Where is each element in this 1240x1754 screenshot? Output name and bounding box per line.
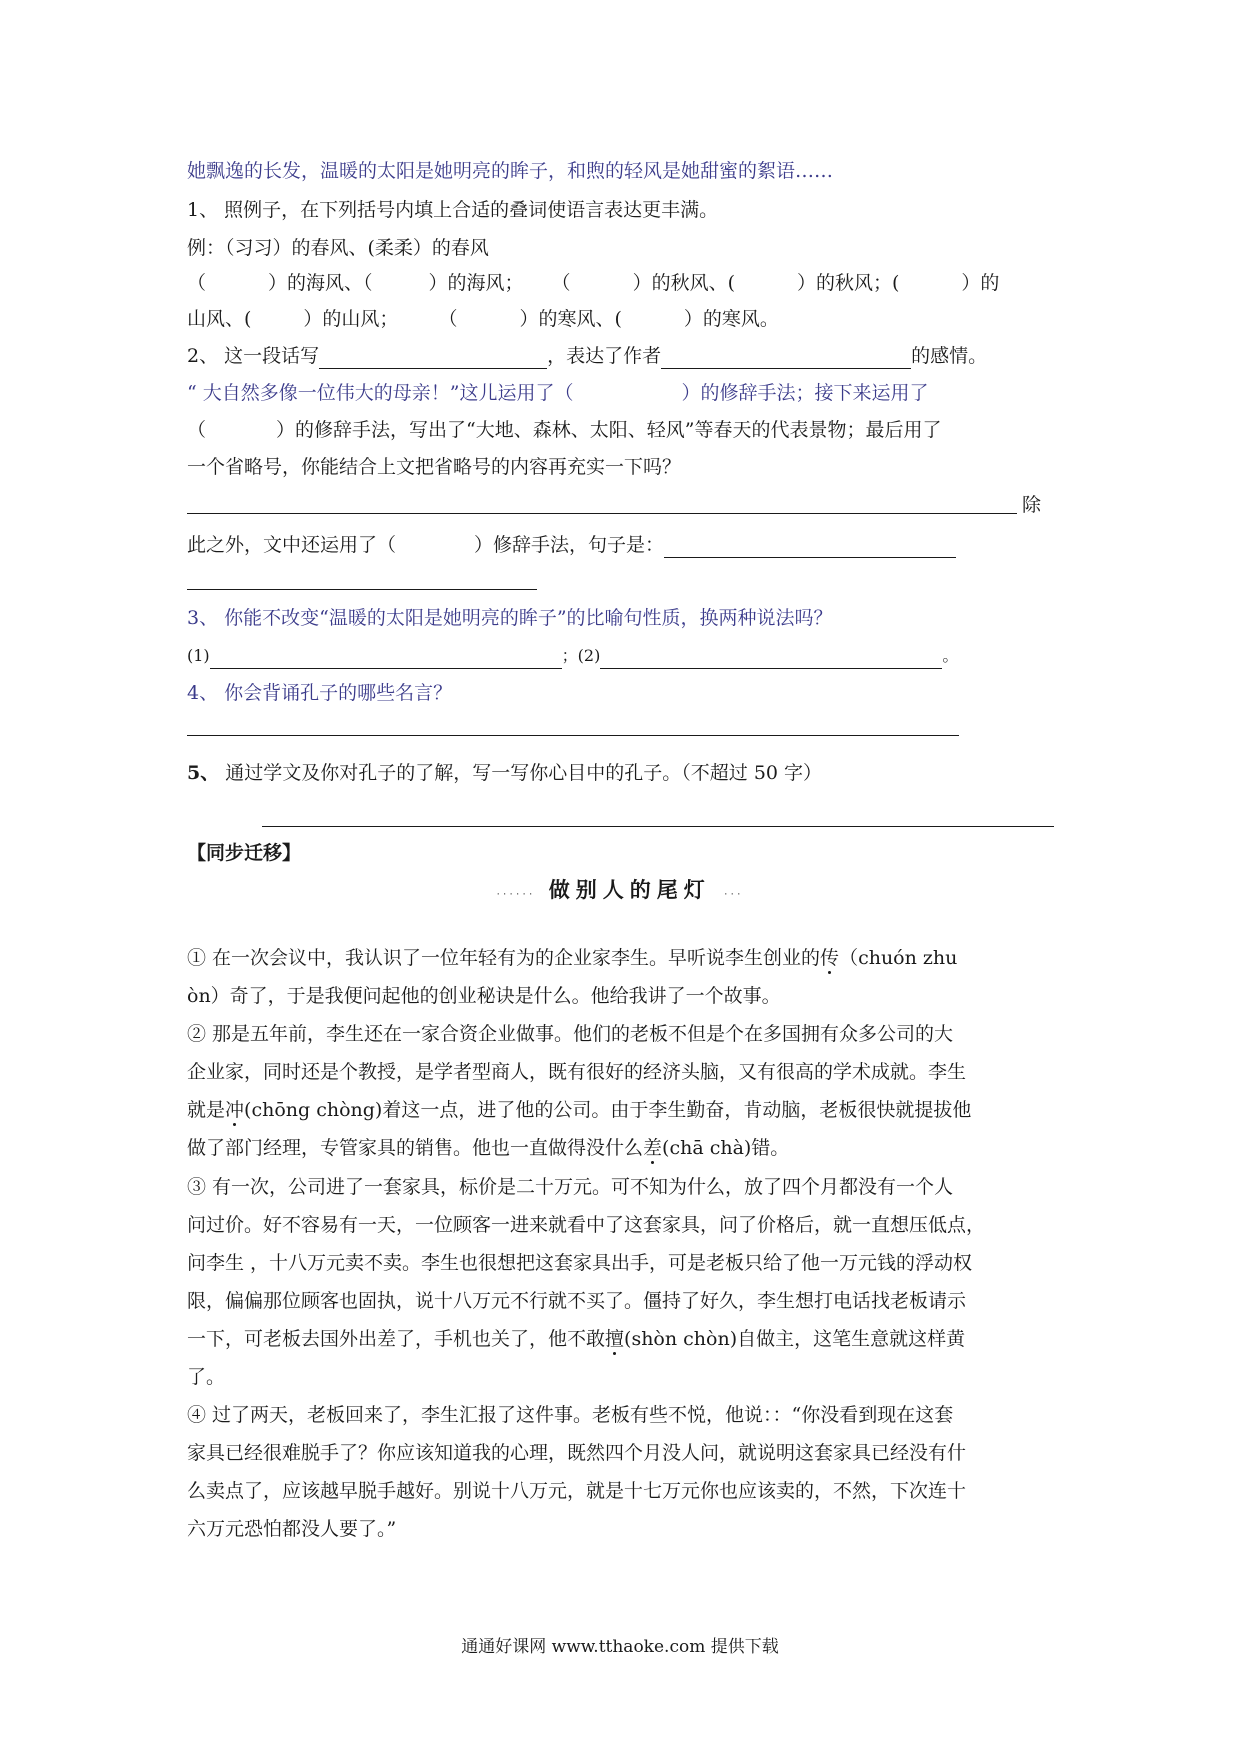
paragraph-3-line-4: 限，偏偏那位顾客也固执，说十八万元不行就不买了。僵持了好久，李生想打电话找老板请示 xyxy=(187,1290,967,1312)
title-text: 做别人的尾灯 xyxy=(548,878,711,902)
title-dots-left: ...... xyxy=(496,884,536,898)
emphasis-char: 传 xyxy=(820,947,840,969)
paragraph-3-line-3: 问李生 ，十八万元卖不卖。李生也很想把这套家具出手，可是老板只给了他一万元钱的浮动权 xyxy=(187,1252,973,1274)
text: （ xyxy=(187,272,207,294)
paragraph-4-line-4: 六万元恐怕都没人要了。” xyxy=(187,1518,397,1540)
text: ；(2) xyxy=(561,646,601,665)
question-2 xyxy=(187,343,987,369)
text: 2、 这一段话写 xyxy=(187,345,320,367)
answer-blank[interactable] xyxy=(664,537,956,558)
text: (chōng chòng)着这一点，进了他的公司。由于李生勤奋，肯动脑，老板很快就提拔他 xyxy=(244,1099,972,1121)
question-2-line-3 xyxy=(187,417,941,443)
text: ）的 xyxy=(961,272,1000,294)
text: 山风、( xyxy=(187,308,252,330)
section-header: 【同步迁移】 xyxy=(187,842,302,864)
question-1-example: 例：（习习）的春风、(柔柔）的春风 xyxy=(187,237,489,259)
intro-line: 她飘逸的长发，温暖的太阳是她明亮的眸子，和煦的轻风是她甜蜜的絮语…… xyxy=(187,160,834,182)
paragraph-2-line-3 xyxy=(187,1097,971,1123)
answer-blank[interactable] xyxy=(661,348,911,369)
question-5 xyxy=(187,760,822,786)
text: (chā chà)错。 xyxy=(662,1137,790,1159)
text: ）的海风、（ xyxy=(268,272,373,294)
paragraph-3-line-6: 了。 xyxy=(187,1366,226,1388)
question-2-line-6 xyxy=(187,532,956,558)
answer-blank[interactable] xyxy=(319,348,547,369)
answer-line[interactable] xyxy=(187,513,1017,514)
question-4: 4、 你会背诵孔子的哪些名言？ xyxy=(187,682,453,704)
text: ）的寒风。 xyxy=(683,308,779,330)
text: ）的秋风；( xyxy=(796,272,900,294)
paragraph-4-line-2: 家具已经很难脱手了？你应该知道我的心理，既然四个月没人问，就说明这套家具已经没有什 xyxy=(187,1442,967,1464)
text: (shòn chòn)自做主，这笔生意就这样黄 xyxy=(624,1328,966,1350)
emphasis-char: 擅 xyxy=(605,1328,625,1350)
text: 。 xyxy=(942,646,959,665)
question-2-line-5-end: 除 xyxy=(1022,494,1042,516)
text: （ xyxy=(551,272,571,294)
question-1-blanks-row-2 xyxy=(187,306,779,332)
paragraph-2-line-4 xyxy=(187,1135,789,1161)
paragraph-3-line-5 xyxy=(187,1326,965,1352)
emphasis-char: 冲 xyxy=(225,1099,245,1121)
paragraph-3-line-2: 问过价。好不容易有一天，一位顾客一进来就看中了这套家具，问了价格后，就一直想压低点， xyxy=(187,1214,986,1236)
paragraph-3-line-1: ③ 有一次，公司进了一套家具，标价是二十万元。可不知为什么，放了四个月都没有一个人 xyxy=(187,1176,954,1198)
question-1-blanks-row-1 xyxy=(187,270,999,296)
answer-line[interactable] xyxy=(187,589,537,590)
answer-line[interactable] xyxy=(187,735,959,736)
text: ）的修辞手法；接下来运用了 xyxy=(681,382,929,404)
article-title xyxy=(0,874,1240,904)
text: 一下，可老板去国外出差了，手机也关了，他不敢 xyxy=(187,1328,606,1350)
emphasis-char: 差 xyxy=(643,1137,663,1159)
text: (1) xyxy=(187,646,210,665)
text: 此之外，文中还运用了（ xyxy=(187,534,397,556)
question-2-line-4: 一个省略号，你能结合上文把省略号的内容再充实一下吗？ xyxy=(187,456,682,478)
text: 做了部门经理，专管家具的销售。他也一直做得没什么 xyxy=(187,1137,644,1159)
text: ）修辞手法，句子是： xyxy=(474,534,665,556)
text: （chuón zhu xyxy=(839,947,958,969)
answer-blank-2[interactable] xyxy=(600,648,942,669)
question-3-answers xyxy=(187,643,958,669)
paragraph-1-line-1 xyxy=(187,945,957,971)
paragraph-4-line-3: 么卖点了，应该越早脱手越好。别说十八万元，就是十七万元你也应该卖的，不然，下次连十 xyxy=(187,1480,967,1502)
paragraph-1-line-2: òn）奇了，于是我便问起他的创业秘诀是什么。他给我讲了一个故事。 xyxy=(187,985,781,1007)
question-2-line-2 xyxy=(187,380,928,406)
text: ）的寒风、( xyxy=(519,308,622,330)
text: ① 在一次会议中，我认识了一位年轻有为的企业家李生。早听说李生创业的 xyxy=(187,947,821,969)
paragraph-2-line-1: ② 那是五年前，李生还在一家合资企业做事。他们的老板不但是个在多国拥有众多公司的大 xyxy=(187,1023,954,1045)
text: ）的修辞手法，写出了“大地、森林、太阳、轻风”等春天的代表景物；最后用了 xyxy=(276,419,942,441)
text: ）的海风； xyxy=(428,272,524,294)
text: （ xyxy=(438,308,458,330)
paragraph-4-line-1: ④ 过了两天，老板回来了，李生汇报了这件事。老板有些不悦，他说：：“你没看到现在这套 xyxy=(187,1404,954,1426)
text: ）的山风； xyxy=(303,308,399,330)
text: （ xyxy=(187,419,207,441)
text: 通过学文及你对孔子的了解，写一写你心目中的孔子。（不超过 50 字） xyxy=(219,762,823,784)
text: 的感情。 xyxy=(911,345,988,367)
text: “ 大自然多像一位伟大的母亲！”这儿运用了（ xyxy=(187,382,574,404)
page-footer: 通通好课网 www.tthaoke.com 提供下载 xyxy=(461,1637,779,1657)
question-3: 3、 你能不改变“温暖的太阳是她明亮的眸子”的比喻句性质，换两种说法吗？ xyxy=(187,607,833,629)
text: ）的秋风、( xyxy=(632,272,735,294)
text: 就是 xyxy=(187,1099,226,1121)
question-1: 1、 照例子，在下列括号内填上合适的叠词使语言表达更丰满。 xyxy=(187,199,719,221)
answer-line[interactable] xyxy=(262,826,1054,827)
text: ，表达了作者 xyxy=(547,345,662,367)
title-dots-right: ... xyxy=(724,884,744,898)
paragraph-2-line-2: 企业家，同时还是个教授，是学者型商人，既有很好的经济头脑，又有很高的学术成就。李生 xyxy=(187,1061,967,1083)
question-5-number: 5、 xyxy=(187,762,220,784)
answer-blank-1[interactable] xyxy=(210,648,562,669)
